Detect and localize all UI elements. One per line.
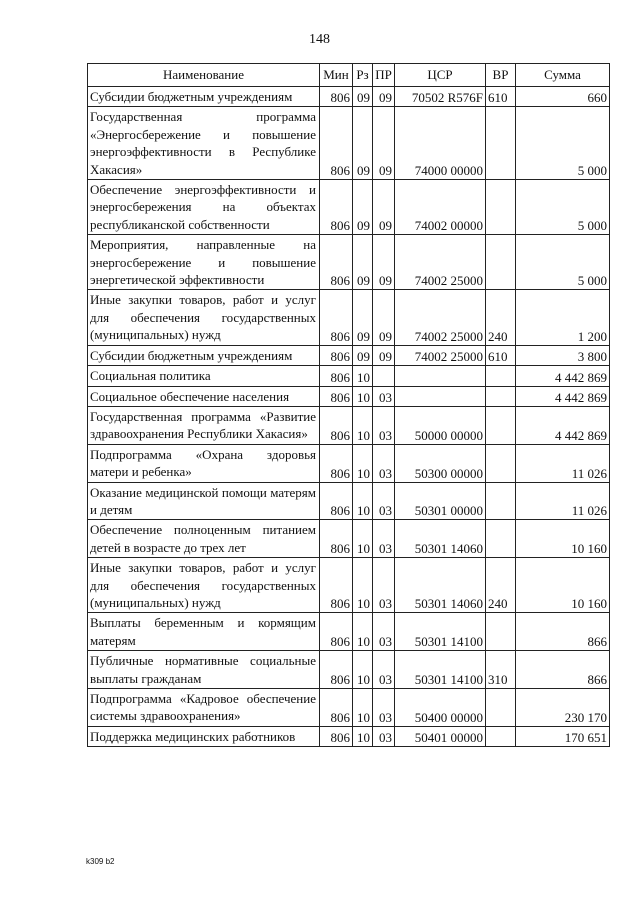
- cell-sum: 11 026: [516, 482, 610, 520]
- cell-csr: 74002 25000: [395, 345, 486, 365]
- cell-csr: 50400 00000: [395, 689, 486, 727]
- cell-name: Публичные нормативные социальные выплаты гражданам: [88, 651, 320, 689]
- cell-sum: 170 651: [516, 726, 610, 746]
- table-row: [88, 520, 610, 558]
- cell-pr: 03: [373, 613, 395, 651]
- cell-pr: 09: [373, 107, 395, 180]
- header-vr: ВР: [486, 64, 516, 87]
- cell-pr: 03: [373, 444, 395, 482]
- cell-csr: 74002 25000: [395, 235, 486, 290]
- cell-rz: 10: [353, 482, 373, 520]
- header-csr: ЦСР: [395, 64, 486, 87]
- cell-rz: 09: [353, 345, 373, 365]
- cell-csr: [395, 366, 486, 386]
- header-min: Мин: [320, 64, 353, 87]
- budget-table: [87, 63, 610, 747]
- cell-vr: 240: [486, 558, 516, 613]
- cell-min: 806: [320, 444, 353, 482]
- cell-sum: 5 000: [516, 107, 610, 180]
- table-row: [88, 482, 610, 520]
- cell-sum: 660: [516, 87, 610, 107]
- cell-min: 806: [320, 235, 353, 290]
- table-row: [88, 180, 610, 235]
- cell-vr: 610: [486, 87, 516, 107]
- cell-name: Социальное обеспечение населения: [88, 386, 320, 406]
- cell-vr: [486, 482, 516, 520]
- cell-csr: 50000 00000: [395, 406, 486, 444]
- cell-vr: [486, 726, 516, 746]
- cell-sum: 11 026: [516, 444, 610, 482]
- table-row: [88, 406, 610, 444]
- table-row: [88, 558, 610, 613]
- cell-csr: 74000 00000: [395, 107, 486, 180]
- cell-pr: 09: [373, 290, 395, 345]
- table-row: [88, 689, 610, 727]
- cell-csr: 50301 14100: [395, 651, 486, 689]
- cell-pr: 03: [373, 386, 395, 406]
- cell-rz: 09: [353, 235, 373, 290]
- cell-csr: 70502 R576F: [395, 87, 486, 107]
- cell-vr: [486, 613, 516, 651]
- cell-pr: 09: [373, 87, 395, 107]
- cell-rz: 10: [353, 726, 373, 746]
- cell-min: 806: [320, 290, 353, 345]
- cell-rz: 09: [353, 87, 373, 107]
- cell-vr: [486, 366, 516, 386]
- cell-vr: [486, 444, 516, 482]
- cell-min: 806: [320, 482, 353, 520]
- cell-name: Обеспечение полноценным питанием детей в возрасте до трех лет: [88, 520, 320, 558]
- header-rz: Рз: [353, 64, 373, 87]
- footer-code: k309 b2: [86, 857, 115, 866]
- cell-min: 806: [320, 386, 353, 406]
- cell-csr: 50401 00000: [395, 726, 486, 746]
- cell-min: 806: [320, 689, 353, 727]
- table-row: [88, 444, 610, 482]
- cell-min: 806: [320, 558, 353, 613]
- cell-vr: [486, 520, 516, 558]
- table-header-row: [88, 64, 610, 87]
- cell-rz: 10: [353, 366, 373, 386]
- table-row: [88, 290, 610, 345]
- cell-min: 806: [320, 366, 353, 386]
- table-row: [88, 386, 610, 406]
- table-body: [88, 87, 610, 747]
- cell-sum: 5 000: [516, 235, 610, 290]
- cell-sum: 5 000: [516, 180, 610, 235]
- cell-sum: 4 442 869: [516, 386, 610, 406]
- cell-rz: 10: [353, 386, 373, 406]
- cell-csr: [395, 386, 486, 406]
- cell-rz: 10: [353, 444, 373, 482]
- cell-pr: 03: [373, 651, 395, 689]
- cell-csr: 74002 00000: [395, 180, 486, 235]
- table-row: [88, 345, 610, 365]
- cell-name: Поддержка медицинских работников: [88, 726, 320, 746]
- cell-rz: 10: [353, 613, 373, 651]
- cell-name: Государственная программа «Развитие здравоохранения Республики Хакасия»: [88, 406, 320, 444]
- cell-sum: 10 160: [516, 520, 610, 558]
- cell-vr: [486, 180, 516, 235]
- cell-sum: 3 800: [516, 345, 610, 365]
- cell-name: Иные закупки товаров, работ и услуг для обеспечения государственных (муниципальных) нужд: [88, 558, 320, 613]
- cell-rz: 10: [353, 689, 373, 727]
- cell-sum: 1 200: [516, 290, 610, 345]
- cell-vr: 240: [486, 290, 516, 345]
- cell-csr: 50301 14060: [395, 520, 486, 558]
- cell-rz: 09: [353, 107, 373, 180]
- cell-csr: 50301 14100: [395, 613, 486, 651]
- cell-sum: 4 442 869: [516, 406, 610, 444]
- header-name: Наименование: [88, 64, 320, 87]
- cell-name: Субсидии бюджетным учреждениям: [88, 87, 320, 107]
- cell-min: 806: [320, 107, 353, 180]
- header-sum: Сумма: [516, 64, 610, 87]
- cell-rz: 10: [353, 406, 373, 444]
- cell-name: Иные закупки товаров, работ и услуг для обеспечения государственных (муниципальных) нужд: [88, 290, 320, 345]
- cell-min: 806: [320, 180, 353, 235]
- cell-name: Оказание медицинской помощи матерям и детям: [88, 482, 320, 520]
- cell-pr: 03: [373, 520, 395, 558]
- table-row: [88, 651, 610, 689]
- cell-vr: [486, 386, 516, 406]
- cell-name: Социальная политика: [88, 366, 320, 386]
- cell-name: Подпрограмма «Охрана здоровья матери и ребенка»: [88, 444, 320, 482]
- cell-vr: [486, 406, 516, 444]
- cell-min: 806: [320, 651, 353, 689]
- cell-rz: 10: [353, 558, 373, 613]
- header-pr: ПР: [373, 64, 395, 87]
- cell-name: Государственная программа «Энергосбережение и повышение энергоэффективности в Республике Хакасия»: [88, 107, 320, 180]
- cell-name: Мероприятия, направленные на энергосбережение и повышение энергетической эффективности: [88, 235, 320, 290]
- cell-csr: 50301 14060: [395, 558, 486, 613]
- cell-pr: 03: [373, 482, 395, 520]
- cell-csr: 74002 25000: [395, 290, 486, 345]
- cell-rz: 10: [353, 651, 373, 689]
- table-row: [88, 613, 610, 651]
- cell-name: Субсидии бюджетным учреждениям: [88, 345, 320, 365]
- cell-vr: [486, 689, 516, 727]
- cell-sum: 866: [516, 651, 610, 689]
- cell-sum: 10 160: [516, 558, 610, 613]
- cell-name: Обеспечение энергоэффективности и энергосбережения на объектах республиканской собственности: [88, 180, 320, 235]
- cell-pr: [373, 366, 395, 386]
- table-row: [88, 87, 610, 107]
- cell-min: 806: [320, 726, 353, 746]
- cell-vr: [486, 107, 516, 180]
- cell-pr: 09: [373, 345, 395, 365]
- cell-name: Выплаты беременным и кормящим матерям: [88, 613, 320, 651]
- cell-csr: 50300 00000: [395, 444, 486, 482]
- table-row: [88, 726, 610, 746]
- cell-min: 806: [320, 87, 353, 107]
- cell-rz: 09: [353, 290, 373, 345]
- cell-pr: 09: [373, 235, 395, 290]
- table-row: [88, 366, 610, 386]
- cell-pr: 03: [373, 726, 395, 746]
- cell-vr: 310: [486, 651, 516, 689]
- page-number: 148: [309, 32, 330, 47]
- cell-min: 806: [320, 406, 353, 444]
- cell-min: 806: [320, 520, 353, 558]
- cell-rz: 09: [353, 180, 373, 235]
- cell-pr: 03: [373, 406, 395, 444]
- cell-sum: 230 170: [516, 689, 610, 727]
- cell-pr: 03: [373, 558, 395, 613]
- cell-min: 806: [320, 345, 353, 365]
- cell-vr: 610: [486, 345, 516, 365]
- cell-pr: 09: [373, 180, 395, 235]
- cell-rz: 10: [353, 520, 373, 558]
- cell-sum: 4 442 869: [516, 366, 610, 386]
- cell-vr: [486, 235, 516, 290]
- cell-min: 806: [320, 613, 353, 651]
- cell-sum: 866: [516, 613, 610, 651]
- cell-csr: 50301 00000: [395, 482, 486, 520]
- cell-name: Подпрограмма «Кадровое обеспечение системы здравоохранения»: [88, 689, 320, 727]
- cell-pr: 03: [373, 689, 395, 727]
- table-row: [88, 235, 610, 290]
- table-row: [88, 107, 610, 180]
